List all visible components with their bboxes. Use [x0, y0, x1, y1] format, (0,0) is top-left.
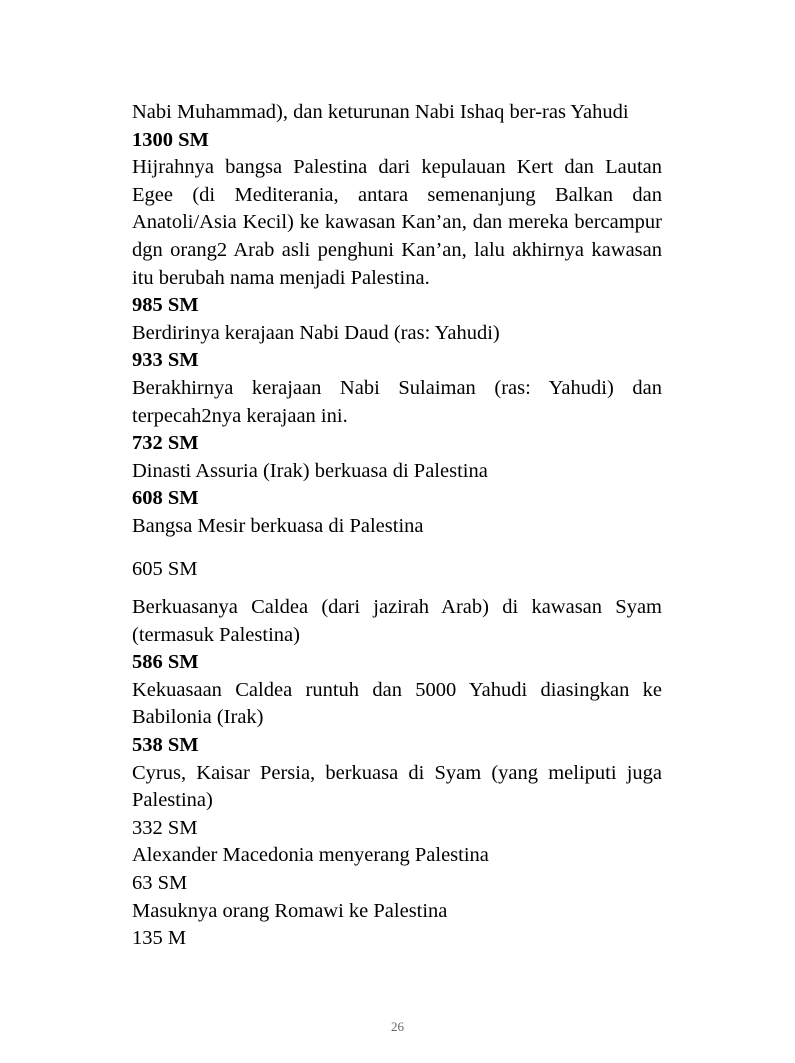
year-heading-63-sm: 63 SM — [132, 872, 188, 895]
year-heading-135-m: 135 M — [132, 927, 187, 950]
year-heading-538-sm: 538 SM — [132, 734, 199, 757]
year-heading-608-sm: 608 SM — [132, 487, 199, 510]
event-text-538-sm: Cyrus, Kaisar Persia, berkuasa di Syam (yang meliputi juga Palestina) — [132, 761, 662, 812]
event-text-63-sm: Masuknya orang Romawi ke Palestina — [132, 899, 448, 922]
event-text-586-sm: Kekuasaan Caldea runtuh dan 5000 Yahudi diasingkan ke Babilonia (Irak) — [132, 678, 662, 729]
event-text-1300-sm: Hijrahnya bangsa Palestina dari kepulauan Kert dan Lautan Egee (di Mediterania, antara semenanjung Balkan dan Anatoli/Asia Kecil) ke kawasan Kan’an, dan mereka bercampur dgn orang2 Arab asli penghuni Kan’an, lalu akhirnya kawasan itu berubah nama menjadi Palestina. — [132, 156, 662, 289]
event-text-985-sm: Berdirinya kerajaan Nabi Daud (ras: Yahudi) — [132, 321, 500, 344]
year-heading-1300-sm: 1300 SM — [132, 128, 209, 151]
document-body — [132, 99, 662, 953]
event-text-933-sm: Berakhirnya kerajaan Nabi Sulaiman (ras: Yahudi) dan terpecah2nya kerajaan ini. — [132, 376, 662, 427]
event-text-605-sm: Berkuasanya Caldea (dari jazirah Arab) di kawasan Syam (termasuk Palestina) — [132, 596, 662, 646]
year-heading-732-sm: 732 SM — [132, 432, 199, 455]
year-heading-605-sm: 605 SM — [132, 557, 198, 580]
event-text-608-sm: Bangsa Mesir berkuasa di Palestina — [132, 514, 424, 537]
year-heading-586-sm: 586 SM — [132, 651, 199, 674]
year-heading-332-sm: 332 SM — [132, 816, 198, 839]
event-text-332-sm: Alexander Macedonia menyerang Palestina — [132, 844, 489, 867]
event-text-732-sm: Dinasti Assuria (Irak) berkuasa di Palestina — [132, 459, 488, 482]
page-number: 26 — [391, 1019, 404, 1034]
year-heading-933-sm: 933 SM — [132, 349, 199, 372]
year-heading-985-sm: 985 SM — [132, 294, 199, 317]
intro-paragraph: Nabi Muhammad), dan keturunan Nabi Ishaq ber-ras Yahudi — [132, 101, 629, 123]
